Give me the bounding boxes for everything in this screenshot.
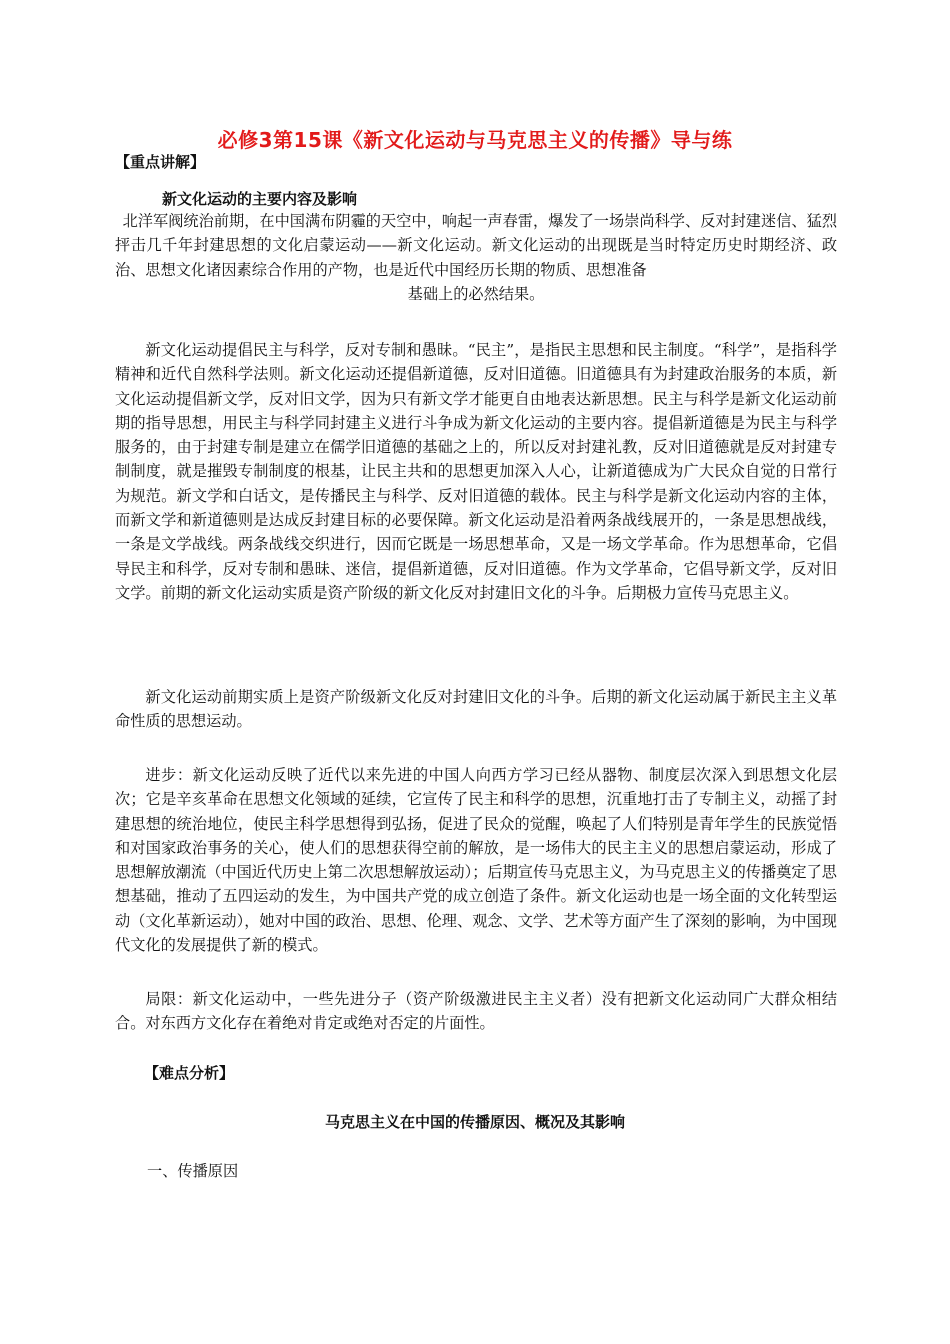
limitation-paragraph: 局限：新文化运动中，一些先进分子（资产阶级激进民主主义者）没有把新文化运动同广大群众相结合。对东西方文化存在着绝对肯定或绝对否定的片面性。 [115, 990, 837, 1033]
section-heading-key-points: 【重点讲解】 [115, 153, 206, 171]
intro-paragraph-end: 基础上的必然结果。 [407, 285, 545, 303]
document-title: 必修3第15课《新文化运动与马克思主义的传播》导与练 [217, 128, 733, 152]
progress-paragraph: 进步：新文化运动反映了近代以来先进的中国人向西方学习已经从器物、制度层次深入到思想文化层次；它是辛亥革命在思想文化领域的延续，它宣传了民主和科学的思想，沉重地打击了专制主义，动摇了封建思想的统治地位，使民主科学思想得到弘扬，促进了民众的觉醒，唤起了人们特别是青年学生的民族觉悟和对国家政治事务的关心，使人们的思想获得空前的解放，是一场伟大的民主主义的思想启蒙运动，形成了思想解放潮流（中国近代历史上第二次思想解放运动）；后期宣传马克思主义，为马克思主义的传播奠定了思想基础，推动了五四运动的发生，为中国共产党的成立创造了条件。新文化运动也是一场全面的文化转型运动（文化革新运动），她对中国的政治、思想、伦理、观念、文学、艺术等方面产生了深刻的影响，为中国现代文化的发展提供了新的模式。 [115, 766, 837, 955]
topic-heading-marxism: 马克思主义在中国的传播原因、概况及其影响 [324, 1113, 625, 1131]
intro-paragraph: 北洋军阀统治前期，在中国满布阴霾的天空中，响起一声春雷，爆发了一场崇尚科学、反对封建迷信、猛烈抨击几千年封建思想的文化启蒙运动——新文化运动。新文化运动的出现既是当时特定历史时期经济、政治、思想文化诸因素综合作用的产物，也是近代中国经历长期的物质、思想准备 [115, 212, 837, 279]
nature-paragraph: 新文化运动前期实质上是资产阶级新文化反对封建旧文化的斗争。后期的新文化运动属于新民主主义革命性质的思想运动。 [115, 688, 837, 731]
topic-heading-new-culture: 新文化运动的主要内容及影响 [162, 190, 358, 208]
section-heading-difficulties: 【难点分析】 [144, 1064, 235, 1082]
content-paragraph: 新文化运动提倡民主与科学，反对专制和愚昧。“民主”，是指民主思想和民主制度。“科学”，是指科学精神和近代自然科学法则。新文化运动还提倡新道德，反对旧道德。旧道德具有为封建政治服务的本质，新文化运动提倡新文学，反对旧文学，因为只有新文学才能更自由地表达新思想。民主与科学是新文化运动前期的指导思想，用民主与科学同封建主义进行斗争成为新文化运动的主要内容。提倡新道德是为民主与科学服务的，由于封建专制是建立在儒学旧道德的基础之上的，所以反对封建礼教，反对旧道德就是反对封建专制制度，就是摧毁专制制度的根基，让民主共和的思想更加深入人心，让新道德成为广大民众自觉的日常行为规范。新文学和白话文，是传播民主与科学、反对旧道德的载体。民主与科学是新文化运动内容的主体，而新文学和新道德则是达成反封建目标的必要保障。新文化运动是沿着两条战线展开的，一条是思想战线，一条是文学战线。两条战线交织进行，因而它既是一场思想革命，又是一场文学革命。作为思想革命，它倡导民主和科学，反对专制和愚昧、迷信，提倡新道德，反对旧道德。作为文学革命，它倡导新文学，反对旧文学。前期的新文化运动实质是资产阶级的新文化反对封建旧文化的斗争。后期极力宣传马克思主义。 [115, 341, 837, 602]
subsection-spread-reasons: 一、传播原因 [147, 1162, 239, 1180]
